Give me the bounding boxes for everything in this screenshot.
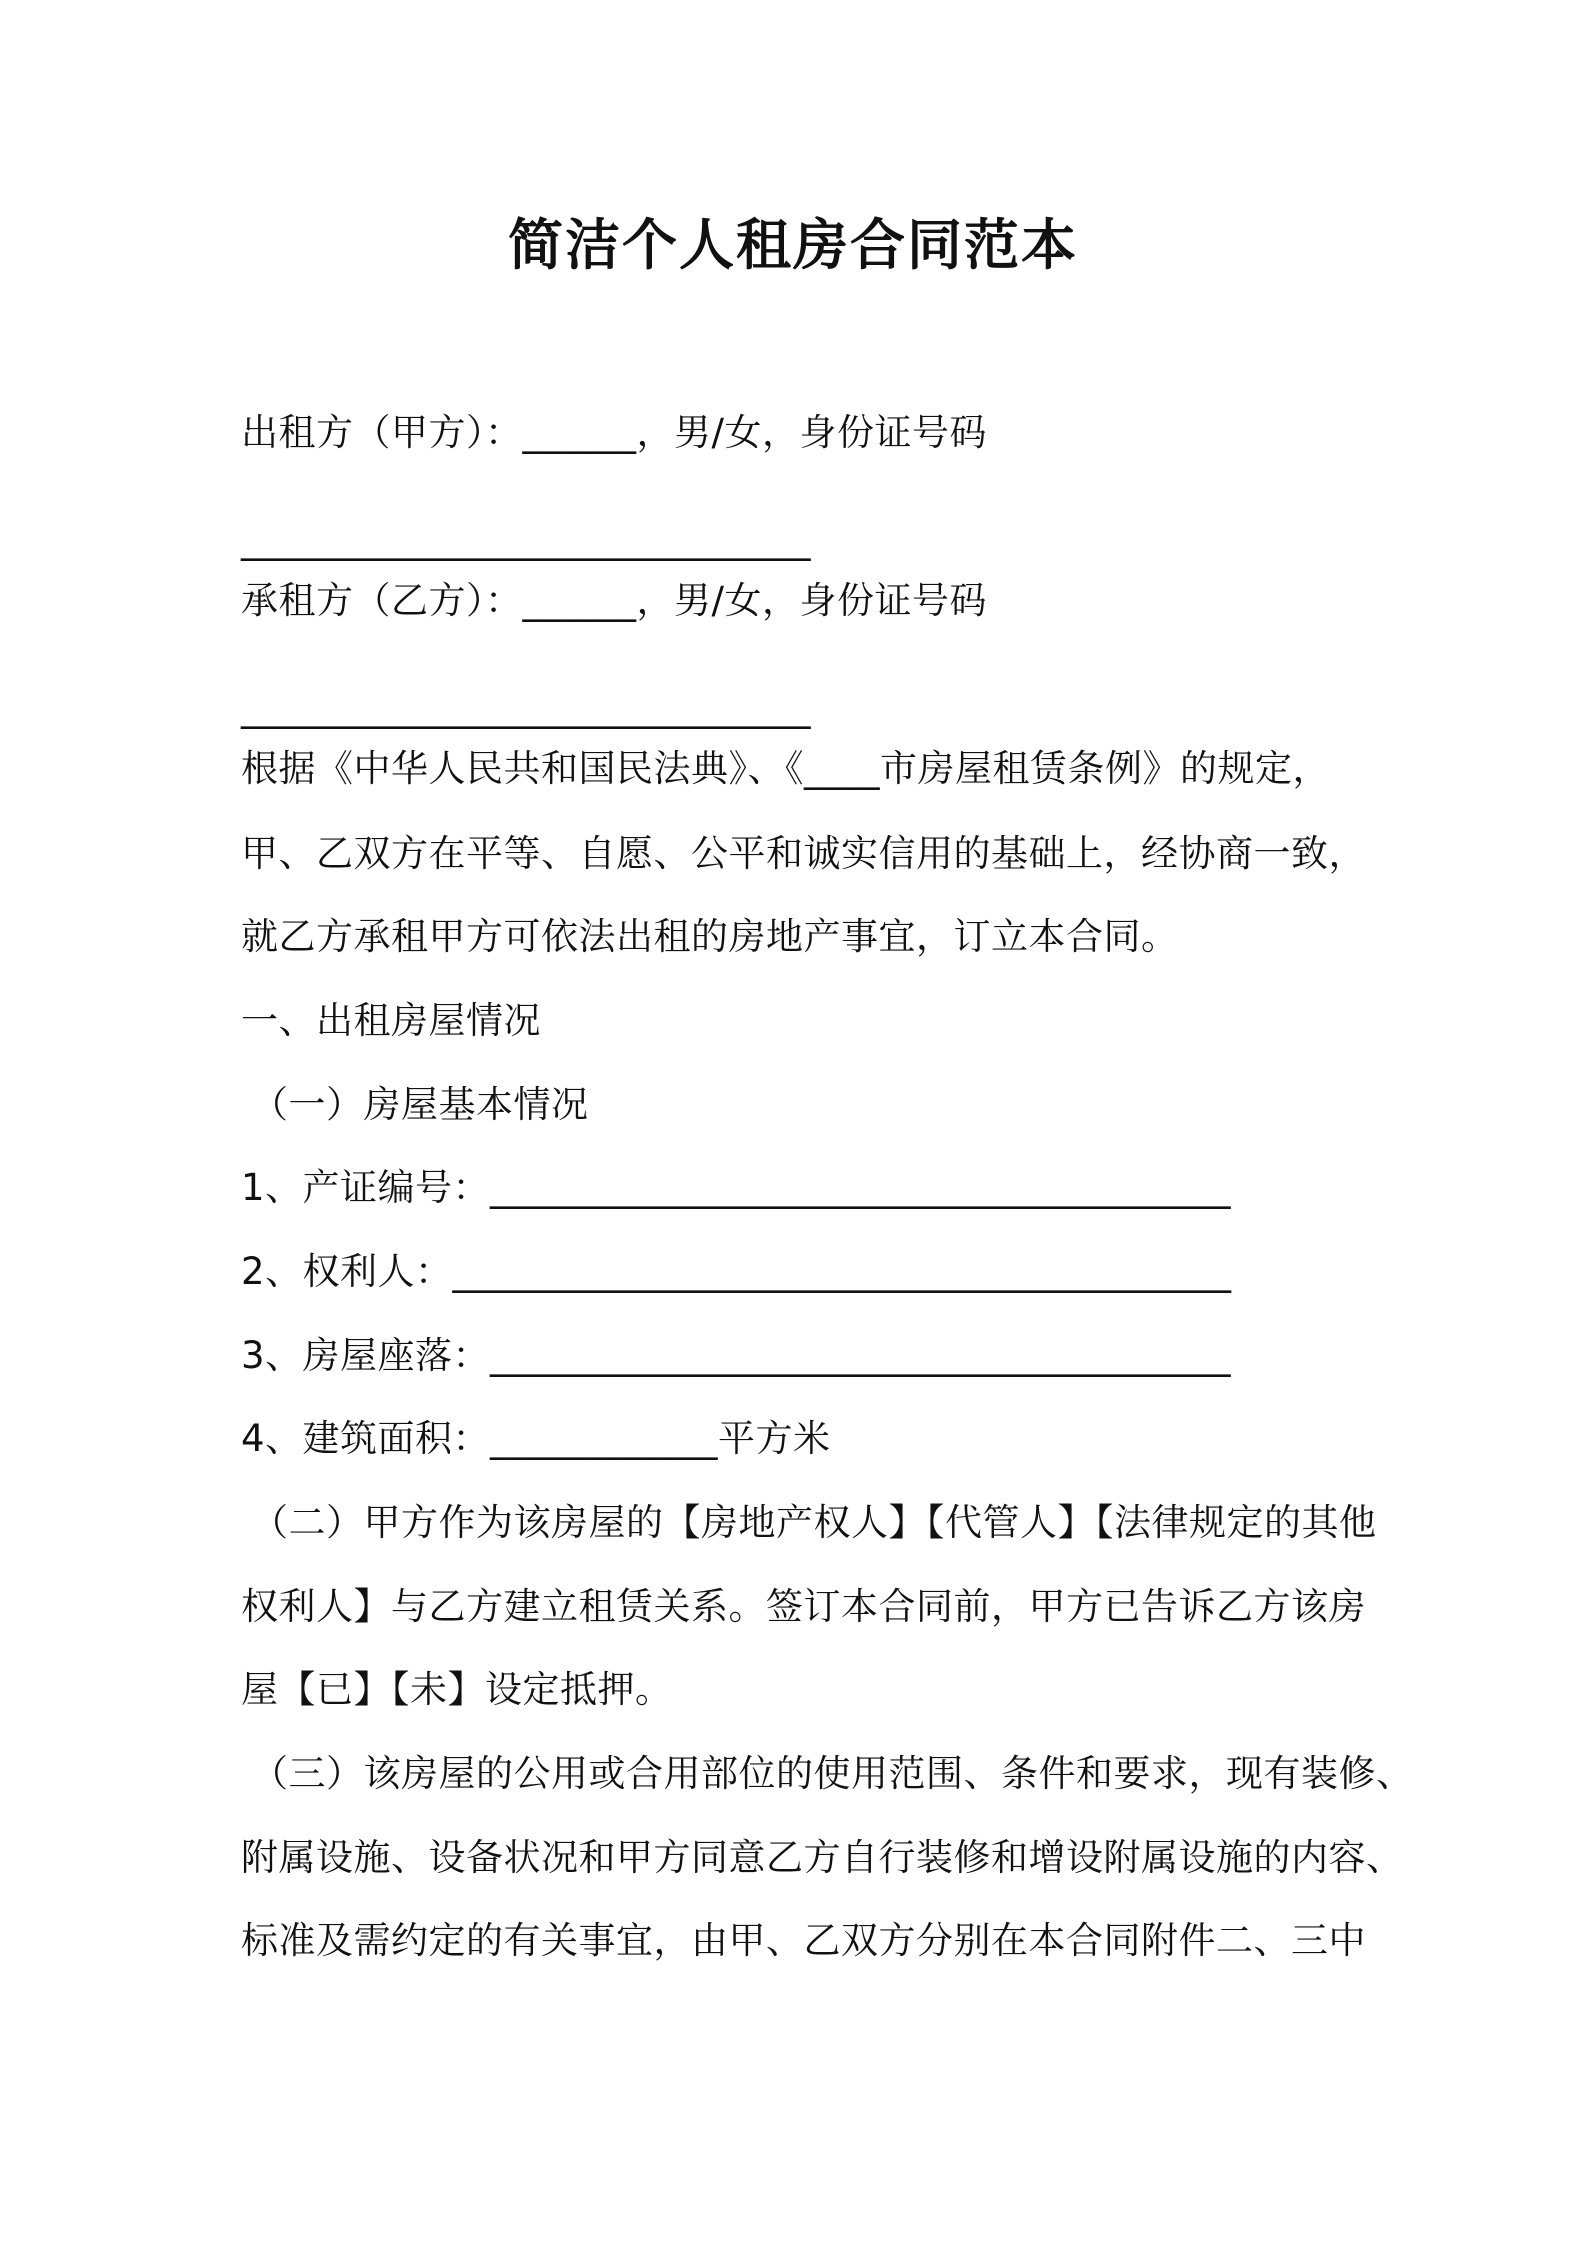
preamble-line-3: 就乙方承租甲方可依法出租的房地产事宜，订立本合同。 <box>241 915 1179 958</box>
preamble-line-2: 甲、乙双方在平等、自愿、公平和诚实信用的基础上，经协商一致， <box>241 832 1366 875</box>
lessee-id-blank: ______________________________ <box>241 686 811 729</box>
lessor-line: 出租方（甲方）：______，男/女，身份证号码 <box>241 411 987 454</box>
clause-two-line-2: 权利人】与乙方建立租赁关系。签订本合同前，甲方已告诉乙方该房 <box>241 1585 1366 1628</box>
item-owner: 2、权利人：_________________________________________ <box>241 1250 1232 1293</box>
lessor-id-blank: ______________________________ <box>241 518 811 561</box>
item-area: 4、建筑面积：____________平方米 <box>241 1417 831 1460</box>
clause-two-line-3: 屋【已】【未】设定抵押。 <box>241 1668 673 1711</box>
clause-three-line-1: （三）该房屋的公用或合用部位的使用范围、条件和要求，现有装修、 <box>251 1752 1414 1795</box>
section-heading: 一、出租房屋情况 <box>241 999 541 1042</box>
document-title: 简洁个人租房合同范本 <box>507 213 1078 277</box>
preamble-line-1: 根据《中华人民共和国民法典》、《____市房屋租赁条例》的规定， <box>241 747 1330 790</box>
item-location: 3、房屋座落：_______________________________________ <box>241 1334 1232 1377</box>
lessee-line: 承租方（乙方）：______，男/女，身份证号码 <box>241 579 987 622</box>
clause-three-line-3: 标准及需约定的有关事宜，由甲、乙双方分别在本合同附件二、三中 <box>241 1919 1366 1962</box>
clause-two-line-1: （二）甲方作为该房屋的【房地产权人】【代管人】【法律规定的其他 <box>251 1501 1377 1544</box>
clause-three-line-2: 附属设施、设备状况和甲方同意乙方自行装修和增设附属设施的内容、 <box>241 1836 1404 1879</box>
subsection-heading: （一）房屋基本情况 <box>251 1083 589 1126</box>
item-cert-number: 1、产证编号：_______________________________________ <box>241 1166 1232 1209</box>
